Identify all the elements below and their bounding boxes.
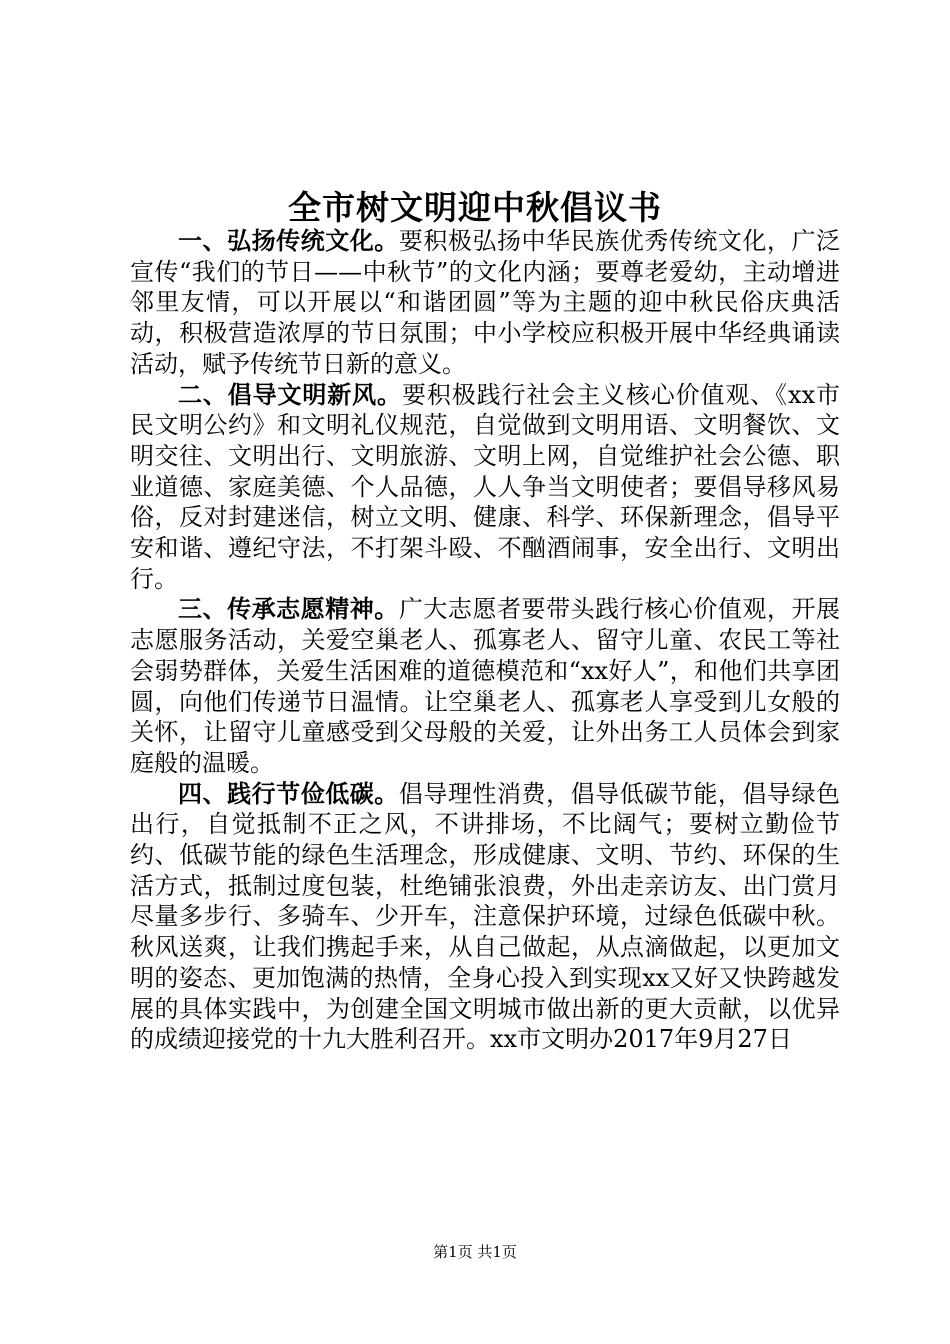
section-paragraph [130,594,840,778]
section-paragraph [130,226,840,380]
section-text: 要积极践行社会主义核心价值观、《xx市民文明公约》和文明礼仪规范，自觉做到文明用语、文明餐饮、文明交往、文明出行、文明旅游、文明上网，自觉维护社会公德、职业道德、家庭美德、个人品德，人人争当文明使者；要倡导移风易俗，反对封建迷信，树立文明、健康、科学、环保新理念，倡导平安和谐、遵纪守法，不打架斗殴、不酗酒闹事，安全出行、文明出行。 [130,380,840,593]
section-heading: 二、倡导文明新风。 [178,380,402,409]
section-text: 倡导理性消费，倡导低碳节能，倡导绿色出行，自觉抵制不正之风，不讲排场，不比阔气；要树立勤俭节约、低碳节能的绿色生活理念，形成健康、文明、节约、环保的生活方式，抵制过度包装，杜绝铺张浪费，外出走亲访友、出门赏月尽量多步行、多骑车、少开车，注意保护环境，过绿色低碳中秋。秋风送爽，让我们携起手来，从自己做起，从点滴做起，以更加文明的姿态、更加饱满的热情，全身心投入到实现xx又好又快跨越发展的具体实践中，为创建全国文明城市做出新的更大贡献，以优异的成绩迎接党的十九大胜利召开。xx市文明办2017年9月27日 [130,779,841,1054]
section-text: 广大志愿者要带头践行核心价值观，开展志愿服务活动，关爱空巢老人、孤寡老人、留守儿童、农民工等社会弱势群体，关爱生活困难的道德模范和“xx好人”，和他们共享团圆，向他们传递节日温情。让空巢老人、孤寡老人享受到儿女般的关怀，让留守儿童感受到父母般的关爱，让外出务工人员体会到家庭般的温暖。 [130,595,841,777]
section-text: 要积极弘扬中华民族优秀传统文化，广泛宣传“我们的节日——中秋节”的文化内涵；要尊老爱幼，主动增进邻里友情，可以开展以“和谐团圆”等为主题的迎中秋民俗庆典活动，积极营造浓厚的节日氛围；中小学校应积极开展中华经典诵读活动，赋予传统节日新的意义。 [130,227,841,378]
section-heading: 四、践行节俭低碳。 [178,779,399,808]
page-number-footer: 第1页 共1页 [433,1243,517,1261]
document-body [130,226,840,1055]
section-heading: 一、弘扬传统文化。 [178,227,399,255]
document-title: 全市树文明迎中秋倡议书 [288,188,662,227]
section-heading: 三、传承志愿精神。 [178,595,399,624]
section-paragraph [130,779,840,1055]
section-paragraph [130,380,840,595]
